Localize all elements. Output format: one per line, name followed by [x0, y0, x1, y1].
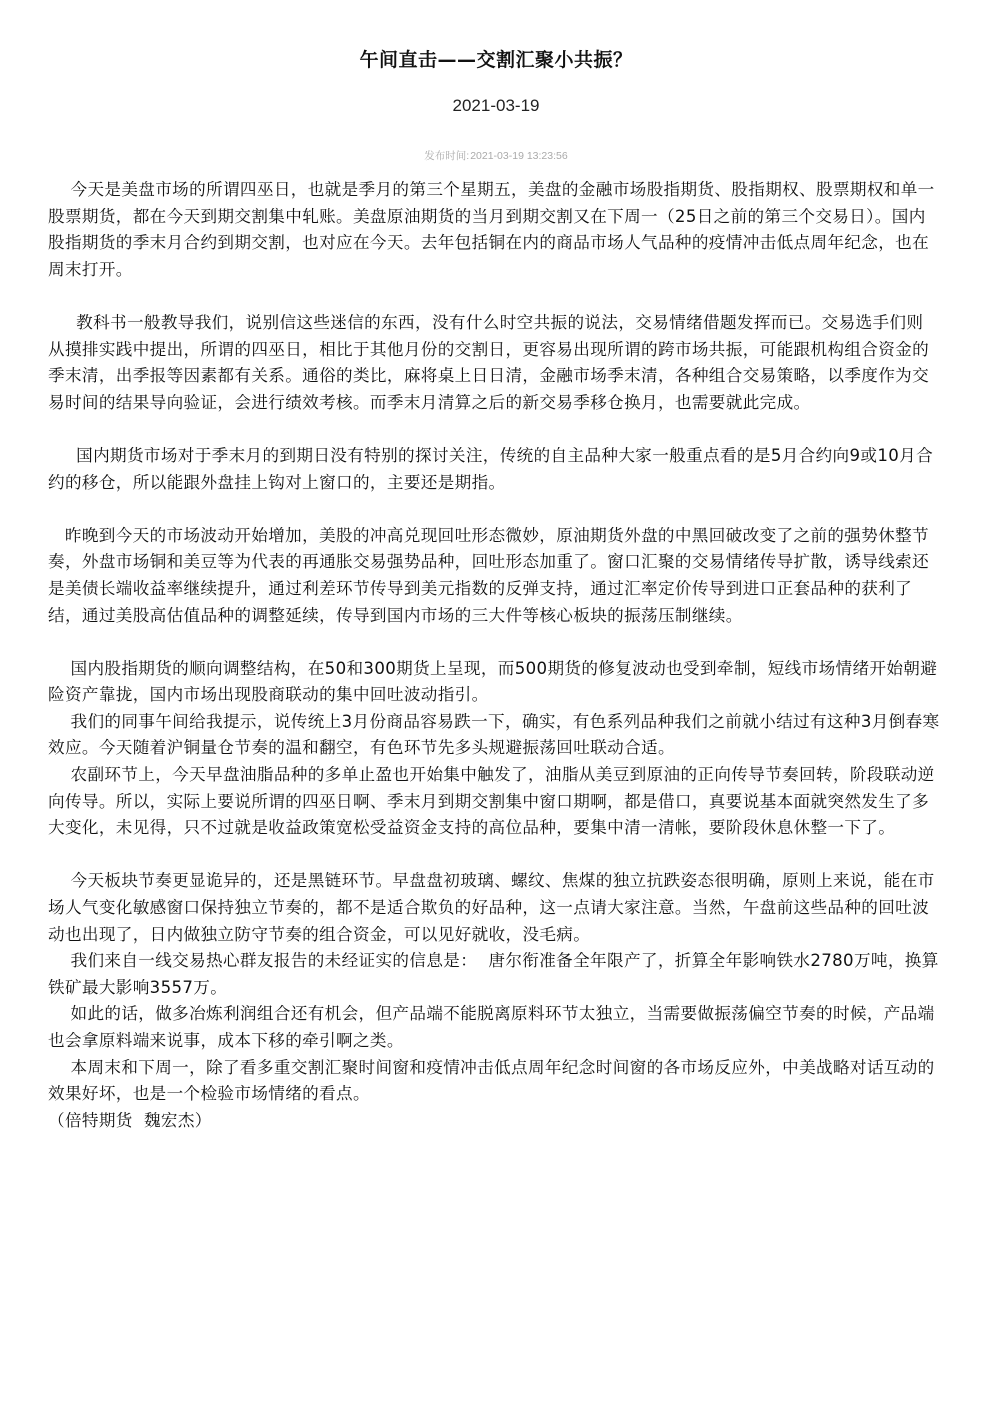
- paragraph: 教科书一般教导我们，说别信这些迷信的东西，没有什么时空共振的说法，交易情绪借题发挥而已。交易选手们则从摸排实践中提出，所谓的四巫日，相比于其他月份的交割日，更容易出现所谓的跨市场共振，可能跟机构组合资金的季末清，出季报等因素都有关系。通俗的类比，麻将桌上日日清，金融市场季末清，各种组合交易策略，以季度作为交易时间的结果导向验证，会进行绩效考核。而季末月清算之后的新交易季移仓换月，也需要就此完成。: [48, 312, 930, 412]
- author-signature: （倍特期货 魏宏杰）: [48, 1110, 212, 1130]
- article-body: [48, 177, 940, 1134]
- paragraph: 我们来自一线交易热心群友报告的未经证实的信息是： 唐尔衔准备全年限产了，折算全年影响铁水2780万吨，换算铁矿最大影响3557万。: [48, 951, 939, 997]
- article-title: 午间直击——交割汇聚小共振？: [359, 49, 633, 71]
- paragraph: 如此的话，做多冶炼利润组合还有机会，但产品端不能脱离原料环节太独立，当需要做振荡偏空节奏的时候，产品端也会拿原料端来说事，成本下移的牵引啊之类。: [48, 1004, 935, 1050]
- paragraph: 今天板块节奏更显诡异的，还是黑链环节。早盘盘初玻璃、螺纹、焦煤的独立抗跌姿态很明确，原则上来说，能在市场人气变化敏感窗口保持独立节奏的，都不是适合欺负的好品种，这一点请大家注意。当然，午盘前这些品种的回吐波动也出现了，日内做独立防守节奏的组合资金，可以见好就收，没毛病。: [48, 871, 935, 944]
- paragraph: 我们的同事午间给我提示，说传统上3月份商品容易跌一下，确实，有色系列品种我们之前就小结过有这种3月倒春寒效应。今天随着沪铜量仓节奏的温和翻空，有色环节先多头规避振荡回吐联动合适。: [48, 711, 940, 758]
- publish-time: 2021-03-19 13:23:56: [470, 150, 568, 162]
- paragraph: 今天是美盘市场的所谓四巫日，也就是季月的第三个星期五，美盘的金融市场股指期货、股指期权、股票期权和单一股票期货，都在今天到期交割集中轧账。美盘原油期货的当月到期交割又在下周一（25日之前的第三个交易日）。国内股指期货的季末月合约到期交割，也对应在今天。去年包括铜在内的商品市场人气品种的疫情冲击低点周年纪念，也在周末打开。: [48, 180, 935, 279]
- paragraph: 国内期货市场对于季末月的到期日没有特别的探讨关注，传统的自主品种大家一般重点看的是5月合约向9或10月合约的移仓，所以能跟外盘挂上钩对上窗口的，主要还是期指。: [48, 445, 934, 492]
- publish-info: [0, 149, 992, 163]
- publish-label: 发布时间:: [424, 150, 470, 162]
- article-date: 2021-03-19: [452, 96, 540, 115]
- paragraph: 农副环节上，今天早盘油脂品种的多单止盈也开始集中触发了，油脂从美豆到原油的正向传导节奏回转，阶段联动逆向传导。所以，实际上要说所谓的四巫日啊、季末月到期交割集中窗口期啊，都是借口，真要说基本面就突然发生了多大变化，未见得，只不过就是收益政策宽松受益资金支持的高位品种，要集中清一清帐，要阶段休息休整一下了。: [48, 765, 935, 838]
- paragraph: 本周末和下周一，除了看多重交割汇聚时间窗和疫情冲击低点周年纪念时间窗的各市场反应外，中美战略对话互动的效果好坏，也是一个检验市场情绪的看点。: [48, 1057, 935, 1104]
- paragraph: 国内股指期货的顺向调整结构，在50和300期货上呈现，而500期货的修复波动也受到牵制，短线市场情绪开始朝避险资产靠拢，国内市场出现股商联动的集中回吐波动指引。: [48, 658, 938, 705]
- paragraph: 昨晚到今天的市场波动开始增加，美股的冲高兑现回吐形态微妙，原油期货外盘的中黑回破改变了之前的强势休整节奏，外盘市场铜和美豆等为代表的再通胀交易强势品种，回吐形态加重了。窗口汇聚的交易情绪传导扩散，诱导线索还是美债长端收益率继续提升，通过利差环节传导到美元指数的反弹支持，通过汇率定价传导到进口正套品种的获利了结，通过美股高估值品种的调整延续，传导到国内市场的三大件等核心板块的振荡压制继续。: [48, 525, 930, 625]
